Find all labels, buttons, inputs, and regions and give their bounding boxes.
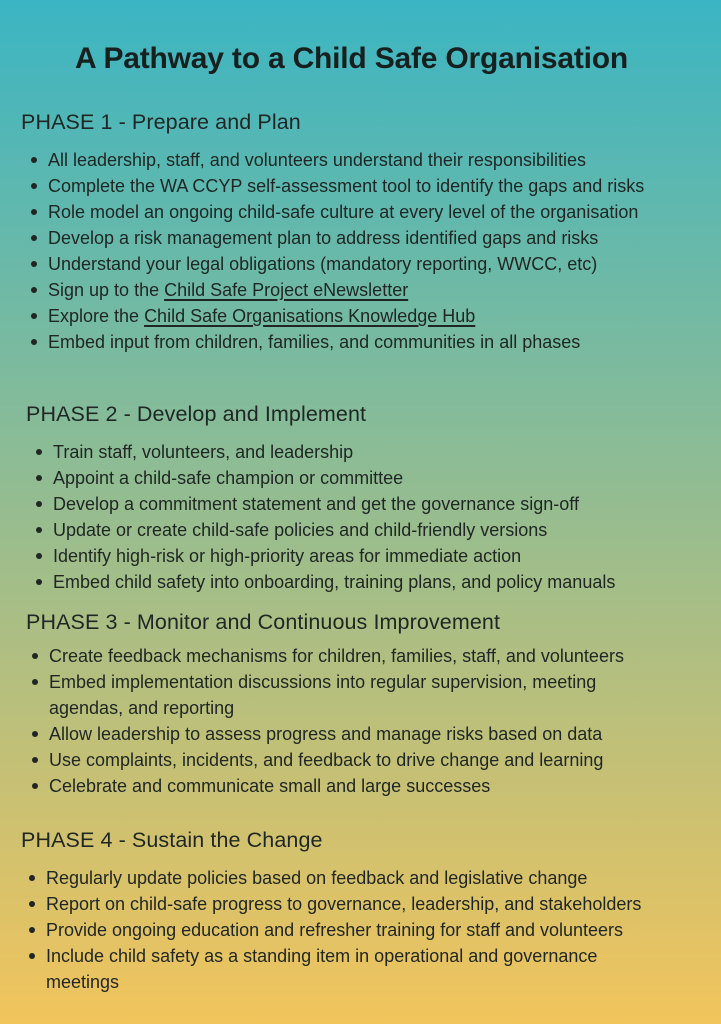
bullet-item <box>49 747 703 773</box>
text-segment: Allow leadership to assess progress and manage risks based on data <box>49 724 603 744</box>
bullet-item <box>46 891 703 917</box>
phase-section-2 <box>0 401 703 595</box>
bullet-item <box>48 329 703 355</box>
bullet-item <box>48 173 703 199</box>
text-segment: Complete the WA CCYP self-assessment tool to identify the gaps and risks <box>48 176 645 196</box>
text-segment: Embed implementation discussions into regular supervision, meeting <box>49 672 597 692</box>
bullet-item <box>53 543 703 569</box>
phase-2-list <box>0 439 703 595</box>
bullet-item <box>49 643 703 669</box>
link-child-safe-organisations-knowledge-hub[interactable]: Child Safe Organisations Knowledge Hub <box>144 306 476 326</box>
text-segment: Embed input from children, families, and communities in all phases <box>48 332 581 352</box>
text-segment: Train staff, volunteers, and leadership <box>53 442 354 462</box>
bullet-item <box>46 943 703 995</box>
text-segment: Role model an ongoing child-safe culture at every level of the organisation <box>48 202 639 222</box>
phase-4-heading: PHASE 4 - Sustain the Change <box>21 828 323 852</box>
bullet-item <box>46 917 703 943</box>
bullet-item <box>53 439 703 465</box>
text-segment: meetings <box>46 972 120 992</box>
text-segment: Celebrate and communicate small and large successes <box>49 776 491 796</box>
text-segment: Update or create child-safe policies and child-friendly versions <box>53 520 548 540</box>
bullet-item <box>48 147 703 173</box>
text-segment: Provide ongoing education and refresher training for staff and volunteers <box>46 920 624 940</box>
bullet-item <box>53 569 703 595</box>
phase-section-3 <box>0 609 703 799</box>
text-segment: agendas, and reporting <box>49 698 235 718</box>
bullet-item <box>53 491 703 517</box>
text-segment: Appoint a child-safe champion or committee <box>53 468 404 488</box>
phase-4-list <box>0 865 703 995</box>
bullet-item <box>48 251 703 277</box>
phase-2-heading: PHASE 2 - Develop and Implement <box>26 402 367 426</box>
text-segment: Regularly update policies based on feedback and legislative change <box>46 868 588 888</box>
text-segment: Embed child safety into onboarding, training plans, and policy manuals <box>53 572 616 592</box>
text-segment: Develop a commitment statement and get the governance sign-off <box>53 494 579 514</box>
text-segment: Understand your legal obligations (mandatory reporting, WWCC, etc) <box>48 254 598 274</box>
text-segment: Identify high-risk or high-priority areas for immediate action <box>53 546 522 566</box>
bullet-item <box>49 773 703 799</box>
text-segment: Include child safety as a standing item in operational and governance <box>46 946 598 966</box>
bullet-item <box>49 669 703 721</box>
bullet-item <box>48 225 703 251</box>
text-segment: Sign up to the <box>48 280 165 300</box>
text-segment: All leadership, staff, and volunteers understand their responsibilities <box>48 150 586 170</box>
bullet-item <box>49 721 703 747</box>
text-segment: Use complaints, incidents, and feedback to drive change and learning <box>49 750 604 770</box>
text-segment: Create feedback mechanisms for children, families, staff, and volunteers <box>49 646 624 666</box>
bullet-item <box>48 277 703 303</box>
phase-1-heading: PHASE 1 - Prepare and Plan <box>21 110 301 134</box>
page-title: A Pathway to a Child Safe Organisation <box>74 42 629 75</box>
phase-3-list <box>0 643 703 799</box>
link-child-safe-project-enewsletter[interactable]: Child Safe Project eNewsletter <box>164 280 409 300</box>
phase-section-4 <box>0 827 703 995</box>
bullet-item <box>48 303 703 329</box>
text-segment: Develop a risk management plan to address identified gaps and risks <box>48 228 599 248</box>
bullet-item <box>48 199 703 225</box>
bullet-item <box>46 865 703 891</box>
text-segment: Report on child-safe progress to governance, leadership, and stakeholders <box>46 894 642 914</box>
bullet-item <box>53 517 703 543</box>
bullet-item <box>53 465 703 491</box>
text-segment: Explore the <box>48 306 145 326</box>
phase-1-list <box>0 147 703 355</box>
phase-section-1 <box>0 109 703 355</box>
phase-3-heading: PHASE 3 - Monitor and Continuous Improvement <box>26 610 501 634</box>
phases <box>0 109 703 995</box>
